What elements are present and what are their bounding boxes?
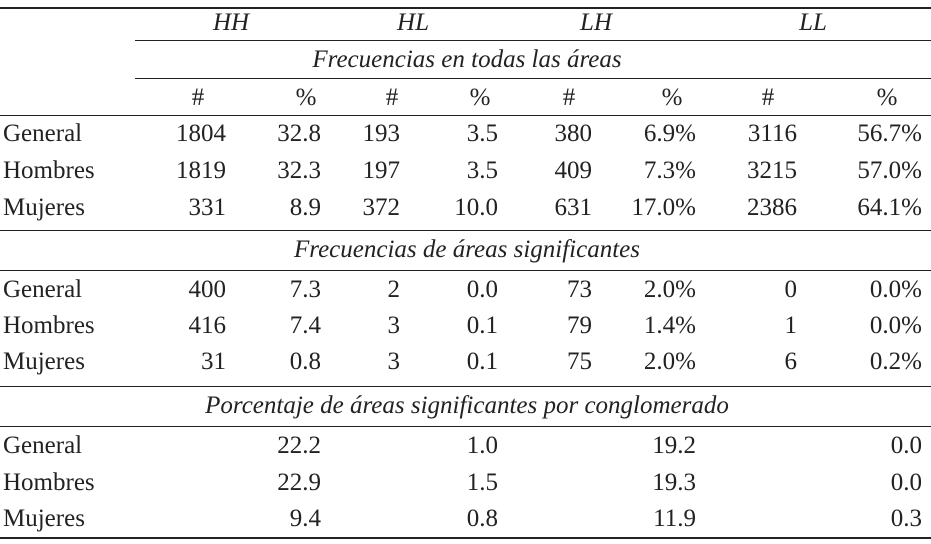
cell: 11.9 (653, 505, 696, 532)
cell: 1.5 (466, 469, 498, 496)
cell: 0.8 (466, 505, 498, 532)
cell: 372 (362, 194, 400, 221)
cell: 6.9% (643, 120, 696, 147)
bottom-rule (0, 537, 931, 539)
cell: 0.1 (466, 348, 498, 375)
cell: 79 (567, 312, 592, 339)
cell: 9.4 (289, 505, 321, 532)
cell: 0.0 (890, 432, 922, 459)
cell: 1 (784, 312, 797, 339)
section2-bottom-rule (0, 270, 931, 271)
cell: 22.9 (277, 469, 321, 496)
subheader-hl-percent: % (469, 84, 491, 111)
row-label: Hombres (3, 469, 95, 496)
cell: 3 (387, 348, 400, 375)
cell: 0.0% (869, 312, 922, 339)
cell: 2.0% (643, 348, 696, 375)
subheader-hl-count: # (385, 84, 399, 111)
cell: 6 (784, 348, 797, 375)
subheader-hh-percent: % (295, 84, 317, 111)
group-header-ll: LL (799, 9, 827, 36)
top-rule (0, 7, 931, 9)
section2-top-rule (0, 230, 931, 231)
cell: 8.9 (289, 194, 321, 221)
subheader-ll-percent: % (876, 84, 898, 111)
cell: 19.2 (652, 432, 696, 459)
cell: 0.0 (890, 469, 922, 496)
cell: 32.3 (277, 157, 321, 184)
cell: 31 (201, 348, 226, 375)
cell: 631 (554, 194, 592, 221)
cell: 2.0% (643, 276, 696, 303)
cell: 400 (188, 276, 226, 303)
cell: 22.2 (277, 432, 321, 459)
cell: 56.7% (857, 120, 922, 147)
cell: 0 (784, 276, 797, 303)
section3-bottom-rule (0, 426, 931, 427)
cell: 2 (387, 276, 400, 303)
cell: 0.0 (466, 276, 498, 303)
cell: 3.5 (466, 120, 498, 147)
cell: 3.5 (466, 157, 498, 184)
subheader-ll-count: # (761, 84, 775, 111)
cell: 2386 (747, 194, 797, 221)
cell: 0.0% (869, 276, 922, 303)
cell: 0.2% (869, 348, 922, 375)
cell: 75 (567, 348, 592, 375)
cell: 1.4% (643, 312, 696, 339)
cell: 0.1 (466, 312, 498, 339)
cell: 197 (362, 157, 400, 184)
cell: 331 (188, 194, 226, 221)
group-header-lh: LH (580, 9, 612, 36)
section-title-percentage-significant: Porcentaje de áreas significantes por conglomerado (205, 392, 729, 419)
cell: 3116 (747, 120, 797, 147)
cell: 3 (387, 312, 400, 339)
cell: 380 (554, 120, 592, 147)
cell: 3215 (747, 157, 797, 184)
cell: 57.0% (857, 157, 922, 184)
section-title-frequencies-all: Frecuencias en todas las áreas (312, 46, 622, 73)
cell: 7.3 (289, 276, 321, 303)
cell: 1819 (176, 157, 226, 184)
cell: 7.3% (643, 157, 696, 184)
cell: 32.8 (277, 120, 321, 147)
row-label: Mujeres (3, 505, 85, 532)
cell: 1804 (176, 120, 226, 147)
group-header-rule (135, 40, 931, 41)
section3-top-rule (0, 386, 931, 387)
subheader-lh-percent: % (661, 84, 683, 111)
row-label: Mujeres (3, 194, 85, 221)
group-header-hl: HL (397, 9, 429, 36)
cell: 416 (188, 312, 226, 339)
cell: 409 (554, 157, 592, 184)
row-label: General (3, 432, 83, 459)
section-title-frequencies-significant: Frecuencias de áreas significantes (294, 236, 640, 263)
cell: 19.3 (652, 469, 696, 496)
row-label: Hombres (3, 312, 95, 339)
subheader-lh-count: # (562, 84, 576, 111)
header-bottom-rule (0, 115, 931, 116)
row-label: General (3, 276, 83, 303)
row-label: Mujeres (3, 348, 85, 375)
section1-title-rule (135, 78, 931, 79)
cell: 73 (567, 276, 592, 303)
cell: 0.3 (890, 505, 922, 532)
cell: 64.1% (857, 194, 922, 221)
cell: 193 (362, 120, 400, 147)
row-label: General (3, 120, 83, 147)
cell: 7.4 (289, 312, 321, 339)
group-header-hh: HH (212, 9, 250, 36)
subheader-hh-count: # (191, 84, 205, 111)
row-label: Hombres (3, 157, 95, 184)
cell: 1.0 (466, 432, 498, 459)
cell: 10.0 (454, 194, 498, 221)
cell: 0.8 (289, 348, 321, 375)
cell: 17.0% (631, 194, 696, 221)
